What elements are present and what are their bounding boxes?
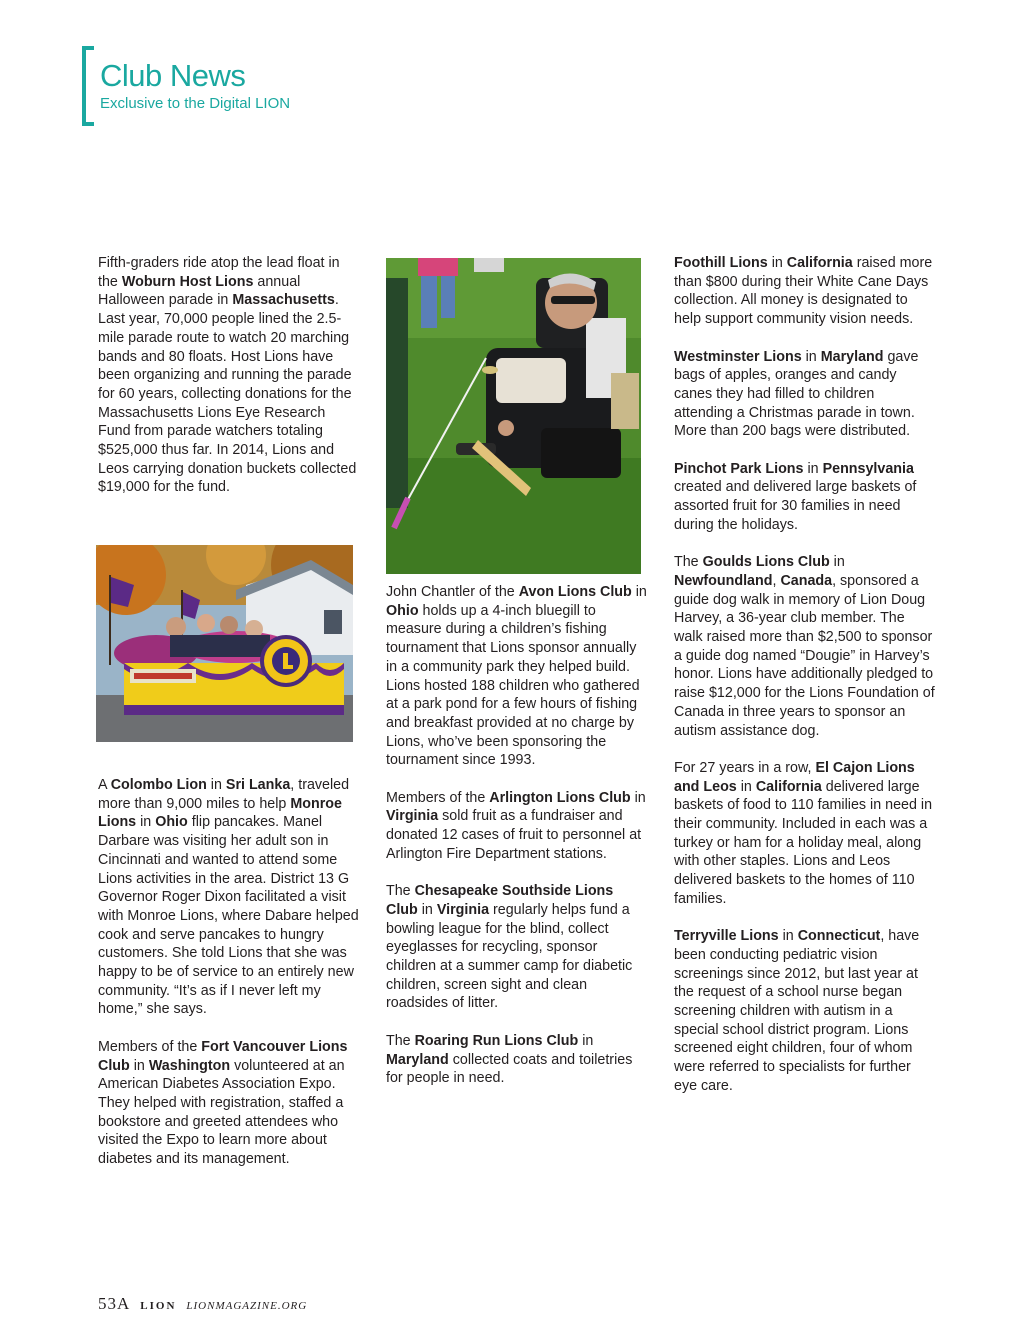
roaring-run-lions-story: The Roaring Run Lions Club in Maryland collected coats and toiletries for people in need. bbox=[386, 1032, 633, 1087]
fort-vancouver-story: Members of the Fort Vancouver Lions Club in Washington volunteered at an American Diabetes Association Expo. They helped with registration, staffed a bookstore and greeted attendees who visited the Expo to learn more about diabetes and its management. bbox=[98, 1038, 348, 1168]
parade-float-image bbox=[96, 545, 353, 742]
terryville-lions-story: Terryville Lions in Connecticut, have been conducting pediatric vision screenings since 2012, but last year at the request of a school nurse began screening children with autism in a special school district program. Lions screened eight children, four of whom were referred to specialists for further eye care. bbox=[674, 928, 920, 1094]
goulds-lions-story: The Goulds Lions Club in Newfoundland, Canada, sponsored a guide dog walk in memory of Lion Doug Harvey, a 36-year club member. The walk raised more than $2,500 to sponsor a guide dog named “Dougie” in Harvey’s honor. Lions have additionally pledged to raise $12,000 for the Lions Foundation of Canada in three years to sponsor an autism assistance dog. bbox=[674, 554, 935, 739]
chesapeake-lions-story: The Chesapeake Southside Lions Club in Virginia regularly helps fund a bowling league for the blind, collect eyeglasses for recycling, sponsor children at a summer camp for diabetic children, screen sight and clean roadsides of litter. bbox=[386, 883, 633, 1012]
page-title: Club News bbox=[100, 58, 246, 93]
page-footer bbox=[98, 1294, 307, 1314]
page-subtitle: Exclusive to the Digital LION bbox=[100, 95, 291, 112]
fishing-tournament-image bbox=[386, 258, 641, 574]
avon-lions-story: John Chantler of the Avon Lions Club in Ohio holds up a 4-inch bluegill to measure during a children’s fishing tournament that Lions sponsor annually in a community park they helped build. Lions hosted 188 children who gathered at a park pond for a few hours of fishing and breakfast provided at no charge by Lions, who’ve been sponsoring the tournament since 1993. bbox=[386, 584, 647, 769]
header-bracket bbox=[82, 46, 94, 126]
westminster-lions-story: Westminster Lions in Maryland gave bags of apples, oranges and candy canes they had filled to children attending a Christmas parade in town. More than 200 bags were distributed. bbox=[674, 348, 919, 440]
pinchot-park-lions-story: Pinchot Park Lions in Pennsylvania created and delivered large baskets of assorted fruit for 30 families in need during the holidays. bbox=[674, 460, 917, 533]
article-column-2 bbox=[386, 583, 648, 1107]
colombo-lion-story: A Colombo Lion in Sri Lanka, traveled more than 9,000 miles to help Monroe Lions in Ohio flip pancakes. Manel Darbare was visiting her adult son in Cincinnati and wanted to attend some Lions activities in the area. District 13 G Governor Roger Dixon facilitated a visit with Monroe Lions, where Dabare helped cook and serve pancakes to hungry customers. She told Lions that she was happy to be of service to an entirely new community. “It’s as if I never left my home,” she says. bbox=[98, 777, 359, 1018]
arlington-lions-story: Members of the Arlington Lions Club in Virginia sold fruit as a fundraiser and donated 12 cases of fruit to personnel at Arlington Fire Department stations. bbox=[386, 789, 646, 862]
parade-float-photo bbox=[96, 545, 353, 742]
magazine-brand: LION bbox=[140, 1300, 177, 1312]
woburn-story: Fifth-graders ride atop the lead float in the Woburn Host Lions annual Halloween parade in Massachusetts. Last year, 70,000 people lined the 2.5-mile parade route to watch 20 marching bands and 80 floats. Host Lions have been organizing and running the parade for 60 years, collecting donations for the Massachusetts Lions Eye Research Fund from parade watchers totaling $525,000 thus far. In 2014, Lions and Leos carrying donation buckets collected $19,000 for the fund. bbox=[98, 255, 357, 496]
fishing-tournament-photo bbox=[386, 258, 641, 574]
article-column-1-bottom bbox=[98, 776, 360, 1187]
foothill-lions-story: Foothill Lions in California raised more than $800 during their White Cane Days collection. All money is designated to help support community vision needs. bbox=[674, 255, 933, 328]
article-column-3 bbox=[674, 254, 936, 1114]
el-cajon-lions-story: For 27 years in a row, El Cajon Lions and Leos in California delivered large baskets of food to 110 families in need in their community. Included in each was a turkey or ham for a holiday meal, along with other staples. Lions and Leos delivered baskets to the homes of 110 families. bbox=[674, 759, 933, 907]
article-column-1-top bbox=[98, 254, 360, 516]
magazine-website: LIONMAGAZINE.ORG bbox=[186, 1300, 308, 1312]
page-number: 53A bbox=[98, 1294, 131, 1313]
